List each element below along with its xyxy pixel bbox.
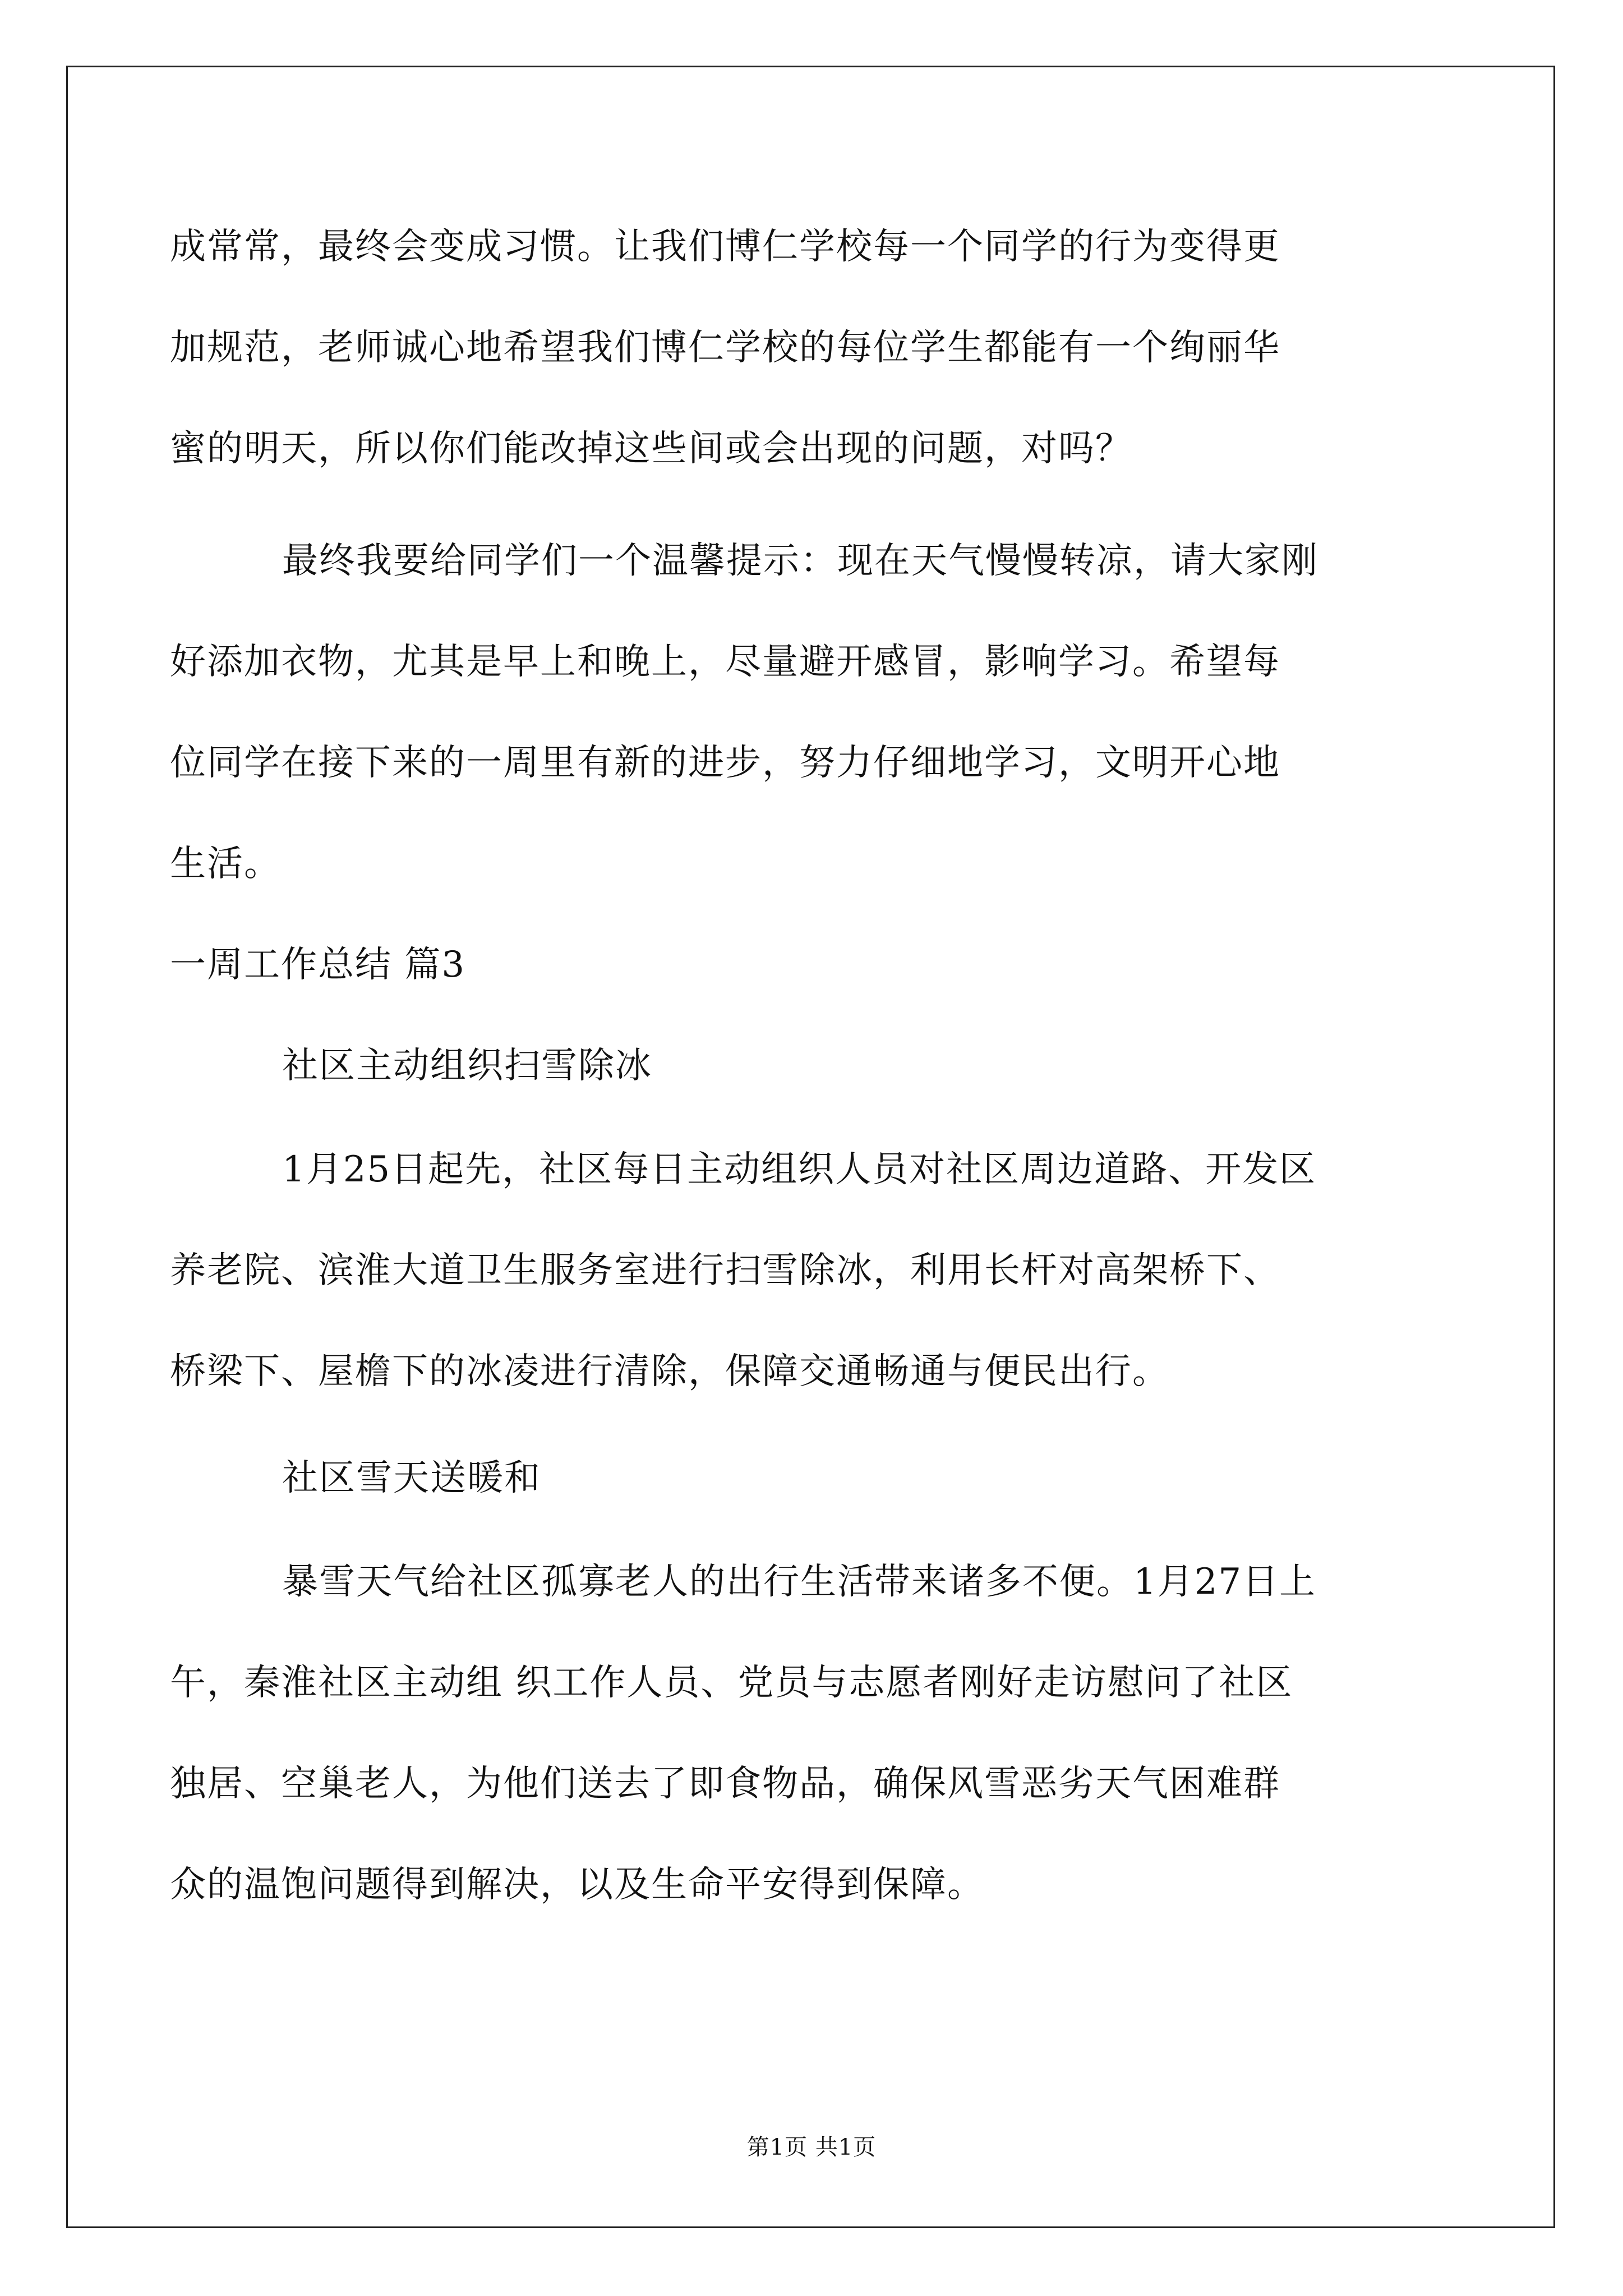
section-heading: 一周工作总结 篇3	[170, 944, 466, 986]
paragraph-3-line-3: 桥梁下、屋檐下的冰凌进行清除，保障交通畅通与便民出行。	[170, 1351, 1169, 1392]
paragraph-2-line-2: 好添加衣物，尤其是早上和晚上，尽量避开感冒，影响学习。希望每	[170, 641, 1280, 683]
paragraph-1-line-2: 加规范，老师诚心地希望我们博仁学校的每位学生都能有一个绚丽华	[170, 327, 1280, 369]
paragraph-3-line-2: 养老院、滨淮大道卫生服务室进行扫雪除冰，利用长杆对高架桥下、	[170, 1250, 1280, 1291]
paragraph-2-line-1: 最终我要给同学们一个温馨提示：现在天气慢慢转凉，请大家刚	[282, 540, 1318, 582]
paragraph-3-line-1: 1月25日起先，社区每日主动组织人员对社区周边道路、开发区	[282, 1149, 1317, 1190]
subheading-snow-clearing: 社区主动组织扫雪除冰	[282, 1045, 652, 1087]
paragraph-1-line-3: 蜜的明天，所以你们能改掉这些间或会出现的问题，对吗？	[170, 428, 1132, 470]
paragraph-2-line-4: 生活。	[170, 843, 281, 885]
subheading-warmth-delivery: 社区雪天送暖和	[282, 1457, 541, 1499]
paragraph-4-line-2: 午，秦淮社区主动组 织工作人员、党员与志愿者刚好走访慰问了社区	[170, 1662, 1293, 1704]
paragraph-4-line-3: 独居、空巢老人，为他们送去了即食物品，确保风雪恶劣天气困难群	[170, 1763, 1280, 1805]
paragraph-2-line-3: 位同学在接下来的一周里有新的进步，努力仔细地学习，文明开心地	[170, 742, 1280, 784]
page-number-footer: 第1页 共1页	[746, 2134, 877, 2160]
paragraph-1-line-1: 成常常，最终会变成习惯。让我们博仁学校每一个同学的行为变得更	[170, 226, 1280, 268]
paragraph-4-line-4: 众的温饱问题得到解决，以及生命平安得到保障。	[170, 1864, 984, 1906]
paragraph-4-line-1: 暴雪天气给社区孤寡老人的出行生活带来诸多不便。1月27日上	[282, 1561, 1317, 1603]
